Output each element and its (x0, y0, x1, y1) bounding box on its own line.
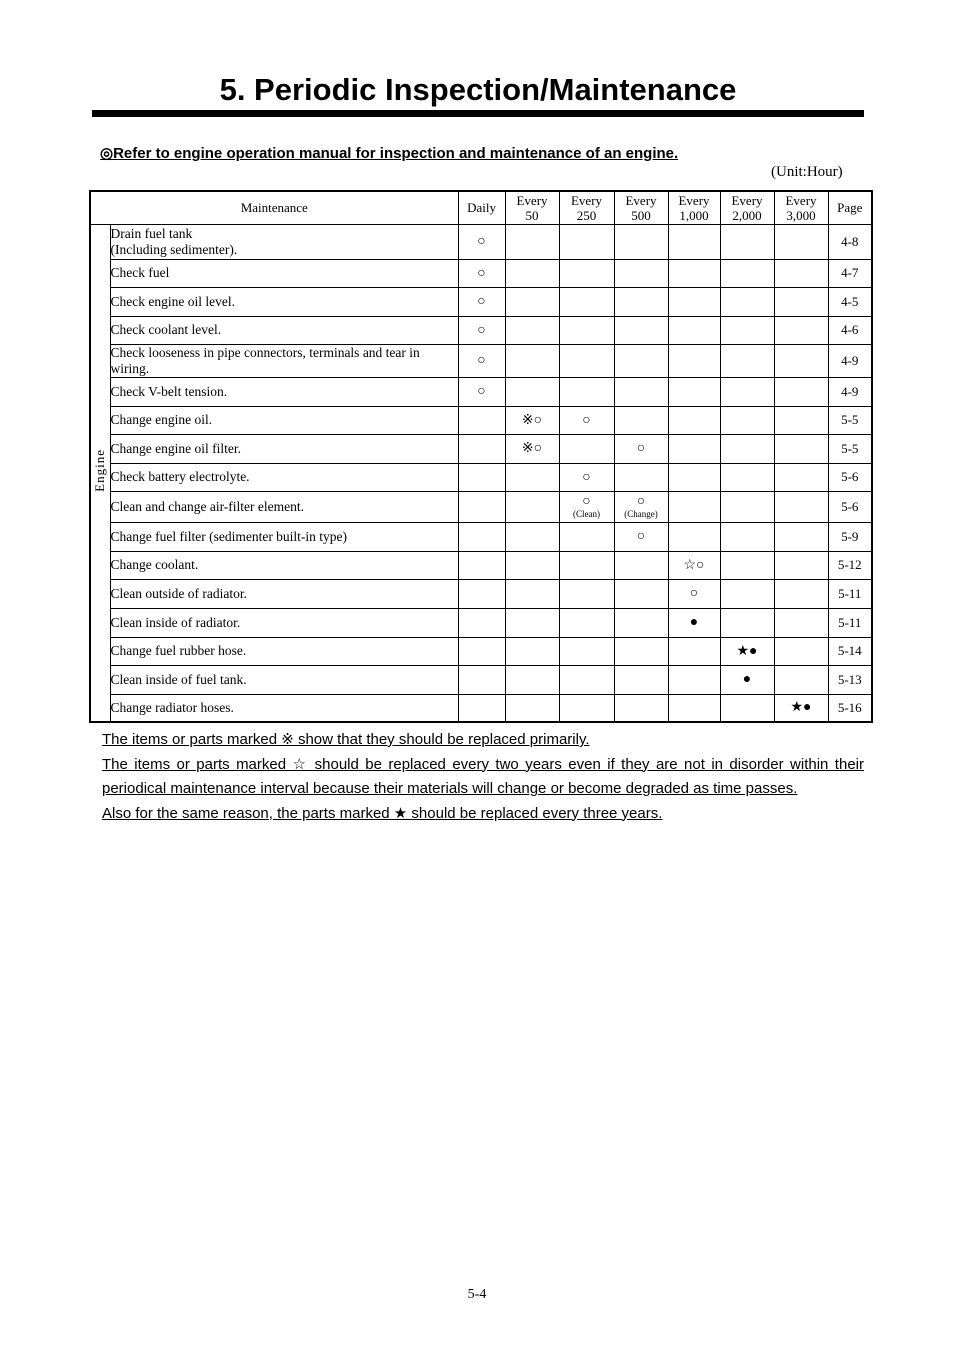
interval-mark (720, 287, 774, 316)
mark-symbol: ○ (477, 384, 486, 399)
page-reference: 5-11 (828, 579, 872, 608)
interval-mark (774, 579, 828, 608)
interval-mark (720, 491, 774, 522)
interval-mark (505, 665, 559, 694)
mark-note: (Change) (624, 509, 658, 519)
header-every-50: Every 50 (505, 191, 559, 224)
interval-mark (559, 344, 614, 377)
interval-mark (614, 551, 668, 579)
header-every-1000: Every 1,000 (668, 191, 720, 224)
interval-mark (720, 316, 774, 344)
interval-mark (720, 665, 774, 694)
table-row (90, 316, 872, 344)
page-reference: 5-14 (828, 637, 872, 665)
interval-mark (505, 316, 559, 344)
interval-mark (458, 434, 505, 463)
page-reference: 4-7 (828, 259, 872, 287)
interval-mark (505, 579, 559, 608)
header-page: Page (828, 191, 872, 224)
footnotes (102, 728, 864, 826)
footnote-two-years: The items or parts marked ☆ should be replaced every two years even if they are not in disorder within their periodical maintenance interval because their materials will change or become degraded as time passes. (102, 755, 864, 797)
interval-mark (774, 224, 828, 259)
interval-mark (774, 377, 828, 406)
page-reference: 5-11 (828, 608, 872, 637)
mark-symbol: ○ (477, 322, 486, 338)
table-row (90, 377, 872, 406)
maintenance-item: Check V-belt tension. (110, 377, 458, 406)
interval-mark (668, 665, 720, 694)
maintenance-item: Change engine oil filter. (110, 434, 458, 463)
interval-mark (614, 377, 668, 406)
interval-mark (720, 377, 774, 406)
interval-mark (559, 377, 614, 406)
interval-mark (458, 522, 505, 551)
interval-mark (720, 434, 774, 463)
maintenance-item: Check looseness in pipe connectors, terminals and tear in wiring. (110, 344, 458, 377)
interval-mark (458, 287, 505, 316)
interval-mark (774, 344, 828, 377)
header-maintenance: Maintenance (90, 191, 458, 224)
interval-mark (668, 287, 720, 316)
interval-mark (720, 608, 774, 637)
table-row (90, 579, 872, 608)
maintenance-item: Clean inside of radiator. (110, 608, 458, 637)
mark-symbol: ● (689, 615, 699, 630)
interval-mark (559, 434, 614, 463)
interval-mark (668, 579, 720, 608)
category-engine (90, 224, 110, 722)
interval-mark (614, 224, 668, 259)
interval-mark (458, 377, 505, 406)
interval-mark (559, 259, 614, 287)
interval-mark (774, 406, 828, 434)
interval-mark (614, 491, 668, 522)
interval-mark (458, 694, 505, 722)
page-reference: 5-5 (828, 434, 872, 463)
interval-mark (559, 637, 614, 665)
maintenance-item: Check engine oil level. (110, 287, 458, 316)
page-reference: 4-8 (828, 224, 872, 259)
header-every-2000: Every 2,000 (720, 191, 774, 224)
interval-mark (505, 463, 559, 491)
interval-mark (774, 608, 828, 637)
interval-mark (668, 259, 720, 287)
interval-mark (559, 316, 614, 344)
mark-symbol: ★● (790, 700, 812, 716)
interval-mark (458, 665, 505, 694)
table-row (90, 608, 872, 637)
interval-mark (668, 344, 720, 377)
page-reference: 5-13 (828, 665, 872, 694)
page-reference: 5-12 (828, 551, 872, 579)
interval-mark (774, 551, 828, 579)
interval-mark (614, 522, 668, 551)
interval-mark (720, 344, 774, 377)
mark-symbol: ※○ (521, 441, 543, 456)
mark-symbol: ☆○ (683, 557, 705, 573)
interval-mark (559, 551, 614, 579)
interval-mark (774, 259, 828, 287)
page-reference: 5-6 (828, 491, 872, 522)
mark-symbol: ● (742, 672, 752, 687)
header-every-500: Every 500 (614, 191, 668, 224)
interval-mark (614, 344, 668, 377)
mark-symbol: ○ (636, 494, 646, 509)
maintenance-item: Clean and change air-filter element. (110, 491, 458, 522)
page-reference: 4-6 (828, 316, 872, 344)
table-row (90, 637, 872, 665)
page-reference: 4-9 (828, 344, 872, 377)
interval-mark (668, 522, 720, 551)
interval-mark (668, 316, 720, 344)
header-daily: Daily (458, 191, 505, 224)
interval-mark (668, 694, 720, 722)
interval-mark (668, 608, 720, 637)
interval-mark (458, 491, 505, 522)
interval-mark (559, 287, 614, 316)
interval-mark (668, 434, 720, 463)
interval-mark (559, 665, 614, 694)
interval-mark (614, 287, 668, 316)
interval-mark (774, 434, 828, 463)
mark-symbol: ○ (477, 234, 486, 249)
interval-mark (614, 608, 668, 637)
interval-mark (458, 224, 505, 259)
interval-mark (559, 406, 614, 434)
header-every-3000: Every 3,000 (774, 191, 828, 224)
mark-symbol: ○ (582, 412, 591, 428)
interval-mark (559, 463, 614, 491)
interval-mark (458, 551, 505, 579)
interval-mark (505, 522, 559, 551)
interval-mark (614, 259, 668, 287)
interval-mark (774, 665, 828, 694)
interval-mark (559, 522, 614, 551)
interval-mark (614, 694, 668, 722)
mark-symbol: ※○ (521, 412, 543, 428)
footnote-primary-replacement: The items or parts marked ※ show that they should be replaced primarily. (102, 731, 590, 748)
unit-label: (Unit:Hour) (771, 164, 843, 180)
interval-mark (774, 463, 828, 491)
mark-symbol: ○ (636, 529, 646, 544)
footnote-three-years: Also for the same reason, the parts marked ★ should be replaced every three years. (102, 804, 663, 822)
header-every-250: Every 250 (559, 191, 614, 224)
interval-mark (774, 491, 828, 522)
interval-mark (505, 637, 559, 665)
table-row (90, 406, 872, 434)
interval-mark (505, 406, 559, 434)
mark-symbol: ○ (477, 353, 486, 368)
table-row (90, 694, 872, 722)
maintenance-item: Clean inside of fuel tank. (110, 665, 458, 694)
interval-mark (774, 316, 828, 344)
mark-symbol: ★● (736, 643, 758, 659)
title-rule (92, 110, 864, 117)
maintenance-item: Check fuel (110, 259, 458, 287)
interval-mark (458, 608, 505, 637)
table-row (90, 551, 872, 579)
interval-mark (774, 694, 828, 722)
interval-mark (559, 579, 614, 608)
interval-mark (774, 522, 828, 551)
interval-mark (720, 259, 774, 287)
interval-mark (559, 491, 614, 522)
interval-mark (614, 637, 668, 665)
interval-mark (720, 551, 774, 579)
interval-mark (614, 316, 668, 344)
table-row (90, 665, 872, 694)
interval-mark (614, 665, 668, 694)
interval-mark (505, 434, 559, 463)
mark-symbol: ○ (477, 265, 486, 281)
interval-mark (559, 694, 614, 722)
mark-symbol: ○ (636, 441, 646, 456)
interval-mark (720, 694, 774, 722)
maintenance-table (89, 190, 873, 723)
maintenance-item: Check coolant level. (110, 316, 458, 344)
interval-mark (720, 579, 774, 608)
page-reference: 4-9 (828, 377, 872, 406)
interval-mark (668, 491, 720, 522)
page-reference: 5-5 (828, 406, 872, 434)
table-row (90, 224, 872, 259)
interval-mark (458, 579, 505, 608)
maintenance-item: Change fuel rubber hose. (110, 637, 458, 665)
interval-mark (668, 406, 720, 434)
interval-mark (559, 224, 614, 259)
interval-mark (458, 406, 505, 434)
maintenance-item: Check battery electrolyte. (110, 463, 458, 491)
interval-mark (720, 406, 774, 434)
interval-mark (458, 344, 505, 377)
page-reference: 4-5 (828, 287, 872, 316)
interval-mark (458, 259, 505, 287)
engine-manual-note: ◎Refer to engine operation manual for inspection and maintenance of an engine. (100, 145, 679, 162)
table-row (90, 522, 872, 551)
table-row (90, 287, 872, 316)
interval-mark (505, 224, 559, 259)
page-reference: 5-16 (828, 694, 872, 722)
interval-mark (614, 406, 668, 434)
interval-mark (505, 694, 559, 722)
interval-mark (505, 551, 559, 579)
page-reference: 5-6 (828, 463, 872, 491)
interval-mark (505, 377, 559, 406)
mark-symbol: ○ (582, 494, 591, 509)
mark-symbol: ○ (582, 469, 591, 485)
interval-mark (458, 463, 505, 491)
table-row (90, 434, 872, 463)
page-number: 5-4 (467, 1287, 487, 1302)
interval-mark (720, 522, 774, 551)
interval-mark (668, 637, 720, 665)
interval-mark (720, 637, 774, 665)
page-title: 5. Periodic Inspection/Maintenance (219, 72, 737, 107)
category-label: Engine (92, 449, 108, 493)
interval-mark (668, 551, 720, 579)
interval-mark (720, 224, 774, 259)
mark-symbol: ○ (477, 294, 486, 309)
interval-mark (614, 434, 668, 463)
maintenance-item: Change engine oil. (110, 406, 458, 434)
interval-mark (505, 491, 559, 522)
mark-note: (Clean) (573, 509, 601, 519)
interval-mark (614, 579, 668, 608)
interval-mark (458, 316, 505, 344)
interval-mark (505, 344, 559, 377)
maintenance-item: Change fuel filter (sedimenter built-in type) (110, 522, 458, 551)
table-row (90, 463, 872, 491)
page-reference: 5-9 (828, 522, 872, 551)
interval-mark (774, 637, 828, 665)
table-row (90, 491, 872, 522)
interval-mark (668, 377, 720, 406)
interval-mark (720, 463, 774, 491)
maintenance-item: Change radiator hoses. (110, 694, 458, 722)
table-row (90, 259, 872, 287)
interval-mark (505, 259, 559, 287)
interval-mark (458, 637, 505, 665)
interval-mark (505, 608, 559, 637)
interval-mark (774, 287, 828, 316)
mark-symbol: ○ (689, 586, 699, 601)
table-row (90, 344, 872, 377)
interval-mark (668, 224, 720, 259)
interval-mark (668, 463, 720, 491)
interval-mark (614, 463, 668, 491)
maintenance-item: Change coolant. (110, 551, 458, 579)
maintenance-item: Drain fuel tank (Including sedimenter). (110, 224, 458, 259)
interval-mark (505, 287, 559, 316)
maintenance-item: Clean outside of radiator. (110, 579, 458, 608)
interval-mark (559, 608, 614, 637)
